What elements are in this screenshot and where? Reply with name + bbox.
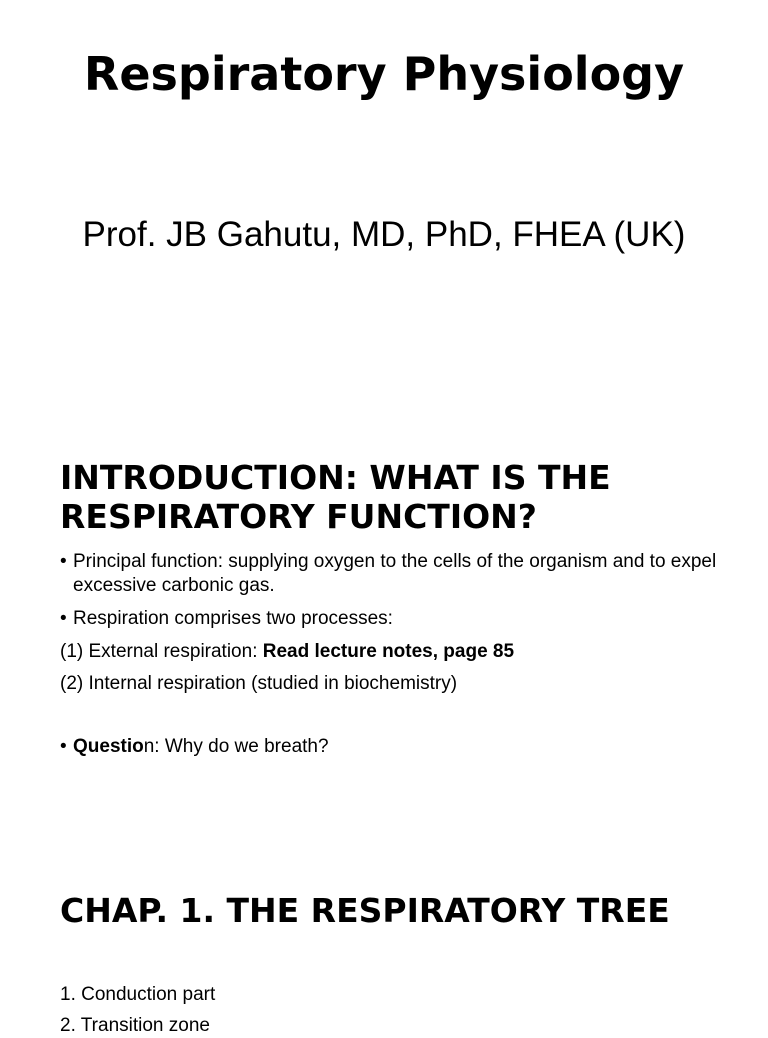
bullet-mark: • xyxy=(60,736,67,757)
bullet-respiration-processes xyxy=(60,607,720,631)
bullet-question xyxy=(60,735,720,759)
bullet-principal-function xyxy=(60,550,720,598)
lecture-notes-reference: Read lecture notes, page 85 xyxy=(262,641,515,662)
transition-zone-item: 2. Transition zone xyxy=(60,1015,210,1036)
author-name: Prof. JB Gahutu, MD, PhD, FHEA (UK) xyxy=(82,215,686,254)
question-label: Questio xyxy=(73,736,144,757)
internal-respiration-item: (2) Internal respiration (studied in biochemistry) xyxy=(60,673,458,694)
bullet-mark: • xyxy=(60,608,67,629)
question-body: n: Why do we breath? xyxy=(143,736,329,757)
bullet-text: Principal function: supplying oxygen to the cells of the organism and to expel excessive carbonic gas. xyxy=(73,551,717,596)
bullet-mark: • xyxy=(60,551,67,572)
question-text xyxy=(73,735,720,759)
chapter-1-heading: CHAP. 1. THE RESPIRATORY TREE xyxy=(60,891,670,930)
presentation-title: Respiratory Physiology xyxy=(83,47,685,101)
conduction-part-item: 1. Conduction part xyxy=(60,984,216,1005)
introduction-heading: INTRODUCTION: WHAT IS THE RESPIRATORY FUNCTION? xyxy=(60,458,611,536)
external-respiration-item xyxy=(60,640,720,664)
external-respiration-label: (1) External respiration: xyxy=(60,641,263,662)
bullet-text: Respiration comprises two processes: xyxy=(73,608,393,629)
